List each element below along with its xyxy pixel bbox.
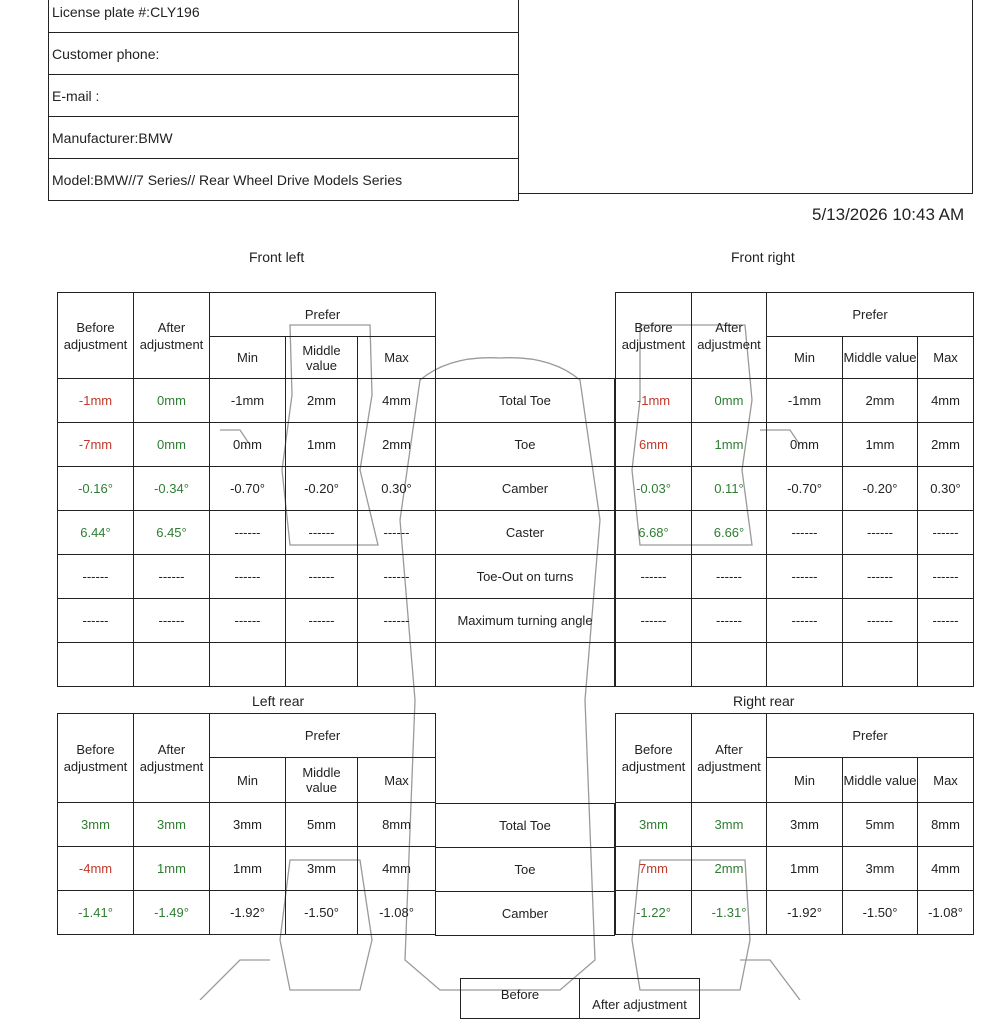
after-adjustment-header: After adjustment: [692, 714, 767, 803]
table-row: [436, 511, 615, 555]
value-cell: ------: [210, 599, 286, 643]
value-cell: -1mm: [58, 379, 134, 423]
value-cell: 5mm: [286, 803, 358, 847]
value-cell: -0.03°: [616, 467, 692, 511]
prefer-header: Prefer: [767, 714, 974, 758]
value-cell: ------: [58, 555, 134, 599]
front-left-title: Front left: [249, 249, 305, 265]
measurement-label: [436, 643, 615, 687]
value-cell: -1.08°: [918, 891, 974, 935]
table-row: [58, 379, 436, 423]
table-row: [616, 467, 974, 511]
value-cell: -1mm: [767, 379, 843, 423]
customer-email: E-mail :: [49, 75, 519, 117]
value-cell: 1mm: [286, 423, 358, 467]
value-cell: 8mm: [358, 803, 436, 847]
after-adjustment-header: After adjustment: [692, 293, 767, 379]
bottom-table: [460, 978, 700, 1019]
table-row: [616, 423, 974, 467]
value-cell: 6.68°: [616, 511, 692, 555]
value-cell: ------: [616, 599, 692, 643]
value-cell: 3mm: [767, 803, 843, 847]
value-cell: ------: [692, 599, 767, 643]
value-cell: -1.31°: [692, 891, 767, 935]
customer-phone: Customer phone:: [49, 33, 519, 75]
table-row: [436, 848, 615, 892]
table-row: [436, 643, 615, 687]
table-row: [616, 599, 974, 643]
value-cell: -1.41°: [58, 891, 134, 935]
value-cell: ------: [767, 555, 843, 599]
measurement-label: Toe: [436, 423, 615, 467]
min-header: Min: [210, 337, 286, 379]
front-left-table: [57, 292, 436, 687]
value-cell: ------: [210, 511, 286, 555]
timestamp: 5/13/2026 10:43 AM: [812, 205, 965, 224]
table-row: [58, 643, 436, 687]
value-cell: [616, 643, 692, 687]
value-cell: ------: [358, 511, 436, 555]
value-cell: -0.20°: [286, 467, 358, 511]
value-cell: 1mm: [134, 847, 210, 891]
value-cell: -1.92°: [767, 891, 843, 935]
table-row: [58, 891, 436, 935]
value-cell: 4mm: [358, 847, 436, 891]
before-adjustment-header: Before adjustment: [616, 714, 692, 803]
max-header: Max: [358, 758, 436, 803]
rear-left-table: [57, 713, 436, 935]
value-cell: 3mm: [134, 803, 210, 847]
value-cell: 3mm: [843, 847, 918, 891]
right-rear-title: Right rear: [733, 693, 795, 709]
value-cell: [210, 643, 286, 687]
value-cell: -7mm: [58, 423, 134, 467]
value-cell: ------: [767, 599, 843, 643]
value-cell: 0mm: [134, 423, 210, 467]
table-row: [58, 467, 436, 511]
value-cell: 0.30°: [358, 467, 436, 511]
value-cell: ------: [134, 555, 210, 599]
value-cell: ------: [286, 511, 358, 555]
value-cell: 6.44°: [58, 511, 134, 555]
value-cell: 3mm: [616, 803, 692, 847]
table-row: [616, 803, 974, 847]
measurement-label: Caster: [436, 511, 615, 555]
value-cell: 3mm: [286, 847, 358, 891]
value-cell: 0mm: [692, 379, 767, 423]
measurement-label: Camber: [436, 892, 615, 936]
value-cell: 2mm: [918, 423, 974, 467]
measurement-label: Toe: [436, 848, 615, 892]
value-cell: [767, 643, 843, 687]
measurement-label: Camber: [436, 467, 615, 511]
before-adjustment-header: Before adjustment: [616, 293, 692, 379]
value-cell: ------: [843, 599, 918, 643]
value-cell: 6.66°: [692, 511, 767, 555]
front-label-table: [435, 378, 615, 687]
value-cell: ------: [210, 555, 286, 599]
rear-label-table: [435, 803, 615, 936]
value-cell: 1mm: [767, 847, 843, 891]
value-cell: 2mm: [843, 379, 918, 423]
value-cell: ------: [918, 511, 974, 555]
value-cell: ------: [843, 555, 918, 599]
table-row: [58, 803, 436, 847]
value-cell: [843, 643, 918, 687]
value-cell: 5mm: [843, 803, 918, 847]
value-cell: -0.70°: [210, 467, 286, 511]
measurement-label: Maximum turning angle: [436, 599, 615, 643]
prefer-header: Prefer: [210, 293, 436, 337]
value-cell: ------: [843, 511, 918, 555]
middle-value-header: Middle value: [286, 758, 358, 803]
min-header: Min: [767, 337, 843, 379]
value-cell: -1mm: [210, 379, 286, 423]
bottom-after-header: After adjustment: [580, 979, 700, 1019]
value-cell: -0.20°: [843, 467, 918, 511]
value-cell: 2mm: [286, 379, 358, 423]
value-cell: 6.45°: [134, 511, 210, 555]
table-row: [436, 423, 615, 467]
table-row: [616, 555, 974, 599]
after-adjustment-header: After adjustment: [134, 293, 210, 379]
value-cell: 4mm: [358, 379, 436, 423]
middle-value-header: Middle value: [843, 337, 918, 379]
rear-right-table: [615, 713, 974, 935]
table-row: [616, 847, 974, 891]
value-cell: -1.50°: [843, 891, 918, 935]
table-row: [436, 379, 615, 423]
value-cell: -0.70°: [767, 467, 843, 511]
value-cell: -1.92°: [210, 891, 286, 935]
notes-box: [519, 0, 973, 194]
measurement-label: Toe-Out on turns: [436, 555, 615, 599]
max-header: Max: [918, 337, 974, 379]
value-cell: [286, 643, 358, 687]
value-cell: 4mm: [918, 379, 974, 423]
value-cell: [58, 643, 134, 687]
value-cell: ------: [286, 555, 358, 599]
min-header: Min: [210, 758, 286, 803]
table-row: [616, 379, 974, 423]
value-cell: 1mm: [210, 847, 286, 891]
bottom-before-header: Before: [461, 979, 580, 1019]
value-cell: 6mm: [616, 423, 692, 467]
max-header: Max: [918, 758, 974, 803]
value-cell: ------: [358, 555, 436, 599]
value-cell: 3mm: [58, 803, 134, 847]
value-cell: -1.08°: [358, 891, 436, 935]
middle-value-header: Middle value: [286, 337, 358, 379]
max-header: Max: [358, 337, 436, 379]
value-cell: 0mm: [134, 379, 210, 423]
value-cell: 0mm: [767, 423, 843, 467]
table-row: [58, 599, 436, 643]
before-adjustment-header: Before adjustment: [58, 714, 134, 803]
value-cell: ------: [358, 599, 436, 643]
value-cell: 8mm: [918, 803, 974, 847]
value-cell: -1.22°: [616, 891, 692, 935]
middle-value-header: Middle value: [843, 758, 918, 803]
customer-info-table: [48, 0, 519, 201]
front-right-title: Front right: [731, 249, 795, 265]
value-cell: ------: [692, 555, 767, 599]
table-row: [436, 467, 615, 511]
value-cell: 7mm: [616, 847, 692, 891]
value-cell: ------: [767, 511, 843, 555]
value-cell: ------: [58, 599, 134, 643]
value-cell: 3mm: [692, 803, 767, 847]
value-cell: 2mm: [358, 423, 436, 467]
value-cell: -0.34°: [134, 467, 210, 511]
manufacturer: Manufacturer:BMW: [49, 117, 519, 159]
table-row: [616, 511, 974, 555]
table-row: [616, 891, 974, 935]
value-cell: ------: [134, 599, 210, 643]
value-cell: [918, 643, 974, 687]
value-cell: 2mm: [692, 847, 767, 891]
value-cell: ------: [616, 555, 692, 599]
table-row: [436, 804, 615, 848]
table-row: [58, 511, 436, 555]
front-right-table: [615, 292, 974, 687]
value-cell: 0.11°: [692, 467, 767, 511]
value-cell: ------: [918, 555, 974, 599]
value-cell: 4mm: [918, 847, 974, 891]
table-row: [616, 643, 974, 687]
measurement-label: Total Toe: [436, 804, 615, 848]
table-row: [436, 892, 615, 936]
value-cell: 0.30°: [918, 467, 974, 511]
license-plate: License plate #:CLY196: [49, 0, 519, 33]
left-rear-title: Left rear: [252, 693, 305, 709]
value-cell: -1.50°: [286, 891, 358, 935]
value-cell: -4mm: [58, 847, 134, 891]
model: Model:BMW//7 Series// Rear Wheel Drive Models Series: [49, 159, 519, 201]
prefer-header: Prefer: [210, 714, 436, 758]
value-cell: [358, 643, 436, 687]
after-adjustment-header: After adjustment: [134, 714, 210, 803]
value-cell: 0mm: [210, 423, 286, 467]
value-cell: -1.49°: [134, 891, 210, 935]
value-cell: [692, 643, 767, 687]
value-cell: 1mm: [843, 423, 918, 467]
table-row: [58, 423, 436, 467]
before-adjustment-header: Before adjustment: [58, 293, 134, 379]
table-row: [436, 599, 615, 643]
value-cell: 1mm: [692, 423, 767, 467]
table-row: [436, 555, 615, 599]
value-cell: [134, 643, 210, 687]
value-cell: -1mm: [616, 379, 692, 423]
value-cell: -0.16°: [58, 467, 134, 511]
measurement-label: Total Toe: [436, 379, 615, 423]
value-cell: ------: [918, 599, 974, 643]
value-cell: 3mm: [210, 803, 286, 847]
prefer-header: Prefer: [767, 293, 974, 337]
table-row: [58, 555, 436, 599]
value-cell: ------: [286, 599, 358, 643]
table-row: [58, 847, 436, 891]
min-header: Min: [767, 758, 843, 803]
